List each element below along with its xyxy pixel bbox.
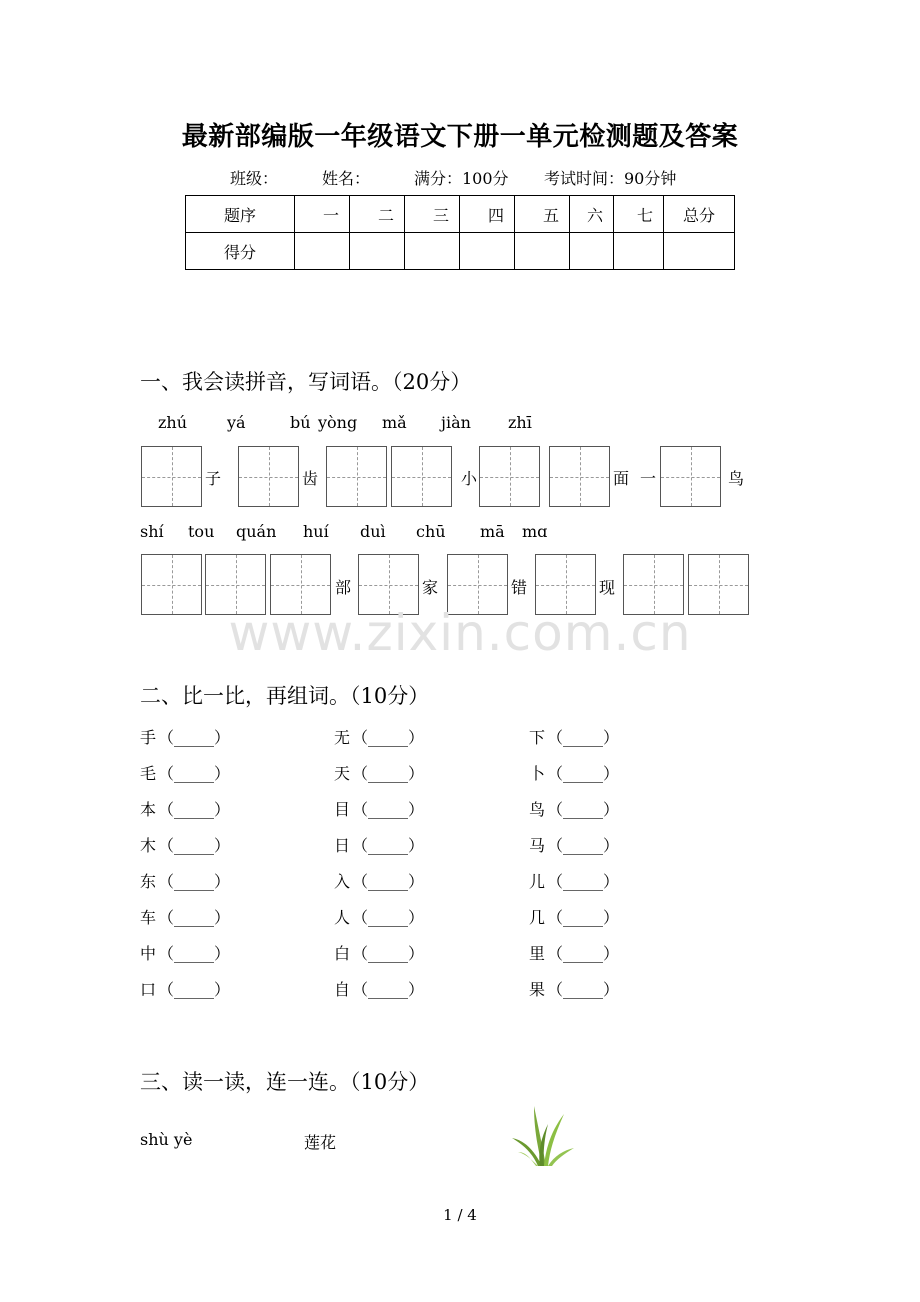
compare-character: 自 (334, 980, 351, 999)
compare-character: 白 (334, 944, 351, 963)
pinyin-item: shù yè (140, 1130, 193, 1149)
answer-blank[interactable]: （_____） (547, 908, 620, 927)
given-character: 现 (599, 578, 616, 597)
full-score-text: 满分：100分 (414, 169, 509, 188)
pinyin-label: mɑ (522, 522, 548, 541)
given-character: 子 (205, 469, 222, 488)
answer-blank[interactable]: （_____） (547, 980, 620, 999)
answer-blank[interactable]: （_____） (547, 764, 620, 783)
writing-grid-box[interactable] (391, 446, 452, 507)
compare-character: 口 (140, 980, 157, 999)
page-number: 1 / 4 (443, 1206, 477, 1224)
table-header-cell: 二 (350, 196, 405, 233)
answer-blank[interactable]: （_____） (352, 800, 425, 819)
score-cell[interactable] (570, 233, 614, 270)
answer-blank[interactable]: （_____） (352, 908, 425, 927)
given-character: 错 (511, 578, 528, 597)
table-header-cell: 一 (295, 196, 350, 233)
compare-character: 天 (334, 764, 351, 783)
pinyin-label: mǎ (382, 413, 407, 432)
table-header-cell: 三 (405, 196, 460, 233)
answer-blank[interactable]: （_____） (352, 764, 425, 783)
word-item: 莲花 (304, 1133, 337, 1152)
given-character: 面 (613, 469, 630, 488)
answer-blank[interactable]: （_____） (158, 980, 231, 999)
score-table-score-row (186, 233, 735, 270)
compare-character: 日 (334, 836, 351, 855)
pinyin-label: yòng (318, 413, 358, 432)
page-title: 最新部编版一年级语文下册一单元检测题及答案 (181, 122, 739, 152)
table-header-cell: 五 (515, 196, 570, 233)
section1-heading: 一、我会读拼音，写词语。（20分） (140, 370, 472, 394)
answer-blank[interactable]: （_____） (158, 944, 231, 963)
given-character: 小 (461, 469, 478, 488)
answer-blank[interactable]: （_____） (352, 980, 425, 999)
table-header-cell: 题序 (186, 196, 295, 233)
answer-blank[interactable]: （_____） (547, 872, 620, 891)
score-cell[interactable] (405, 233, 460, 270)
pinyin-label: mā (480, 522, 505, 541)
given-character: 鸟 (728, 469, 745, 488)
answer-blank[interactable]: （_____） (158, 908, 231, 927)
pinyin-label: bú (290, 413, 311, 432)
pinyin-label: zhú (158, 413, 188, 432)
name-field-label: 姓名： (322, 169, 371, 188)
given-character: 家 (422, 578, 439, 597)
answer-blank[interactable]: （_____） (158, 764, 231, 783)
given-character: 一 (640, 469, 657, 488)
compare-character: 入 (334, 872, 351, 891)
given-character: 齿 (302, 469, 319, 488)
grass-plant-icon (508, 1100, 578, 1174)
table-header-cell: 四 (460, 196, 515, 233)
answer-blank[interactable]: （_____） (547, 728, 620, 747)
table-header-cell: 六 (570, 196, 614, 233)
compare-character: 鸟 (529, 800, 546, 819)
score-cell[interactable] (515, 233, 570, 270)
class-field-label: 班级： (230, 169, 279, 188)
compare-character: 本 (140, 800, 157, 819)
compare-character: 果 (529, 980, 546, 999)
answer-blank[interactable]: （_____） (158, 728, 231, 747)
answer-blank[interactable]: （_____） (158, 836, 231, 855)
score-cell[interactable] (614, 233, 664, 270)
compare-character: 毛 (140, 764, 157, 783)
given-character: 部 (335, 578, 352, 597)
section2-heading: 二、比一比，再组词。（10分） (140, 684, 430, 708)
score-row-label: 得分 (186, 233, 295, 270)
compare-character: 几 (529, 908, 546, 927)
compare-character: 手 (140, 728, 157, 747)
score-cell[interactable] (350, 233, 405, 270)
section3-heading: 三、读一读，连一连。（10分） (140, 1070, 430, 1094)
score-cell[interactable] (664, 233, 735, 270)
writing-grid-box[interactable] (141, 446, 202, 507)
answer-blank[interactable]: （_____） (352, 944, 425, 963)
pinyin-label: chū (416, 522, 446, 541)
writing-grid-box[interactable] (549, 446, 610, 507)
pinyin-label: jiàn (441, 413, 471, 432)
answer-blank[interactable]: （_____） (158, 800, 231, 819)
pinyin-label: duì (360, 522, 386, 541)
compare-character: 马 (529, 836, 546, 855)
pinyin-label: shí (140, 522, 164, 541)
table-header-cell: 总分 (664, 196, 735, 233)
pinyin-label: quán (236, 522, 277, 541)
score-cell[interactable] (295, 233, 350, 270)
answer-blank[interactable]: （_____） (547, 944, 620, 963)
writing-grid-box[interactable] (326, 446, 387, 507)
compare-character: 卜 (529, 764, 546, 783)
pinyin-label: zhī (508, 413, 532, 432)
answer-blank[interactable]: （_____） (352, 728, 425, 747)
score-table-header-row (186, 196, 735, 233)
compare-character: 儿 (529, 872, 546, 891)
watermark: www.zixin.com.cn (228, 604, 692, 662)
writing-grid-box[interactable] (479, 446, 540, 507)
answer-blank[interactable]: （_____） (547, 836, 620, 855)
compare-character: 车 (140, 908, 157, 927)
writing-grid-box[interactable] (238, 446, 299, 507)
pinyin-label: tou (188, 522, 215, 541)
compare-character: 下 (529, 728, 546, 747)
writing-grid-box[interactable] (660, 446, 721, 507)
answer-blank[interactable]: （_____） (547, 800, 620, 819)
compare-character: 里 (529, 944, 546, 963)
score-cell[interactable] (460, 233, 515, 270)
answer-blank[interactable]: （_____） (158, 872, 231, 891)
score-table (185, 195, 735, 270)
compare-character: 无 (334, 728, 351, 747)
pinyin-label: huí (303, 522, 329, 541)
answer-blank[interactable]: （_____） (352, 872, 425, 891)
compare-character: 东 (140, 872, 157, 891)
pinyin-label: yá (227, 413, 246, 432)
exam-time-text: 考试时间：90分钟 (544, 169, 677, 188)
compare-character: 木 (140, 836, 157, 855)
table-header-cell: 七 (614, 196, 664, 233)
compare-character: 目 (334, 800, 351, 819)
compare-character: 中 (140, 944, 157, 963)
compare-character: 人 (334, 908, 351, 927)
answer-blank[interactable]: （_____） (352, 836, 425, 855)
